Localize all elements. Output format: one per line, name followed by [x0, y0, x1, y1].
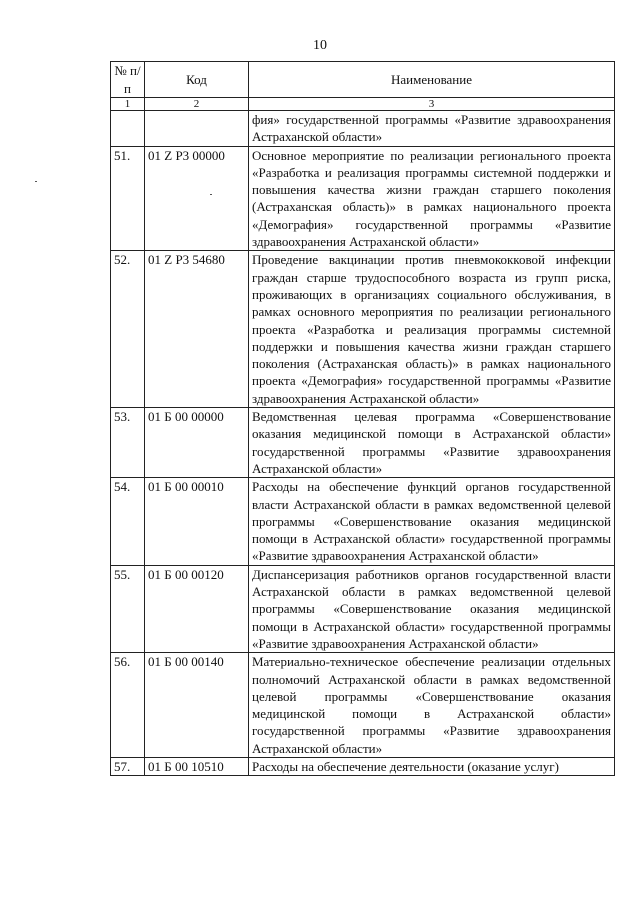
row-code: 01 Z P3 54680	[145, 251, 249, 408]
table-row	[111, 565, 615, 652]
scan-speck	[35, 181, 37, 182]
table-row	[111, 653, 615, 758]
table-row	[111, 408, 615, 478]
empty-cell	[145, 111, 249, 147]
row-code: 01 Б 00 00000	[145, 408, 249, 478]
row-name: Расходы на обеспечение функций органов государственной власти Астраханской области в рамках ведомственной целевой программы «Совершенствование оказания медицинской помощи в Астраханской области» государственной программы «Развитие здравоохранения Астраханской области»	[249, 478, 615, 565]
row-code: 01 Б 00 00120	[145, 565, 249, 652]
row-name: Материально-техническое обеспечение реализации отдельных полномочий Астраханской области в рамках ведомственной целевой программы «Совершенствование оказания медицинской помощи в Астраханской области» государственной программы «Развитие здравоохранения Астраханской области»	[249, 653, 615, 758]
column-index: 3	[249, 98, 615, 111]
continuation-text: фия» государственной программы «Развитие здравоохранения Астраханской области»	[249, 111, 615, 147]
row-code: 01 Б 00 10510	[145, 757, 249, 775]
column-index: 1	[111, 98, 145, 111]
table-row	[111, 146, 615, 251]
header-name: Наименование	[249, 62, 615, 98]
table-row	[111, 757, 615, 775]
row-number: 52.	[111, 251, 145, 408]
row-name: Расходы на обеспечение деятельности (оказание услуг)	[249, 757, 615, 775]
row-number: 57.	[111, 757, 145, 775]
empty-cell	[111, 111, 145, 147]
table-row	[111, 478, 615, 565]
row-number: 55.	[111, 565, 145, 652]
row-name: Основное мероприятие по реализации регионального проекта «Разработка и реализация программы системной поддержки и повышения качества жизни граждан старшего поколения (Астраханская область)» в рамках национального проекта «Демография» государственной программы «Развитие здравоохранения Астраханской области»	[249, 146, 615, 251]
column-index: 2	[145, 98, 249, 111]
header-code: Код	[145, 62, 249, 98]
row-code: 01 Z P3 00000	[145, 146, 249, 251]
row-number: 51.	[111, 146, 145, 251]
row-number: 56.	[111, 653, 145, 758]
header-row	[111, 62, 615, 98]
codes-table	[110, 61, 615, 776]
row-name: Проведение вакцинации против пневмококковой инфекции граждан старше трудоспособного возраста из групп риска, проживающих в организациях социального обслуживания, в рамках основного мероприятия по реализации регионального проекта «Разработка и реализация программы системной поддержки и повышения качества жизни граждан старшего поколения (Астраханская область)» в рамках национального проекта «Демография» государственной программы «Развитие здравоохранения Астраханской области»	[249, 251, 615, 408]
row-name: Диспансеризация работников органов государственной власти Астраханской области в рамках ведомственной целевой программы «Совершенствование оказания медицинской помощи в Астраханской области» государственной программы «Развитие здравоохранения Астраханской области»	[249, 565, 615, 652]
row-number: 54.	[111, 478, 145, 565]
row-name: Ведомственная целевая программа «Совершенствование оказания медицинской помощи в Астраханской области» государственной программы «Развитие здравоохранения Астраханской области»	[249, 408, 615, 478]
row-code: 01 Б 00 00010	[145, 478, 249, 565]
row-code: 01 Б 00 00140	[145, 653, 249, 758]
column-index-row	[111, 98, 615, 111]
page-number: 10	[313, 38, 327, 53]
continuation-row	[111, 111, 615, 147]
header-num: № п/п	[111, 62, 145, 98]
table-row	[111, 251, 615, 408]
row-number: 53.	[111, 408, 145, 478]
